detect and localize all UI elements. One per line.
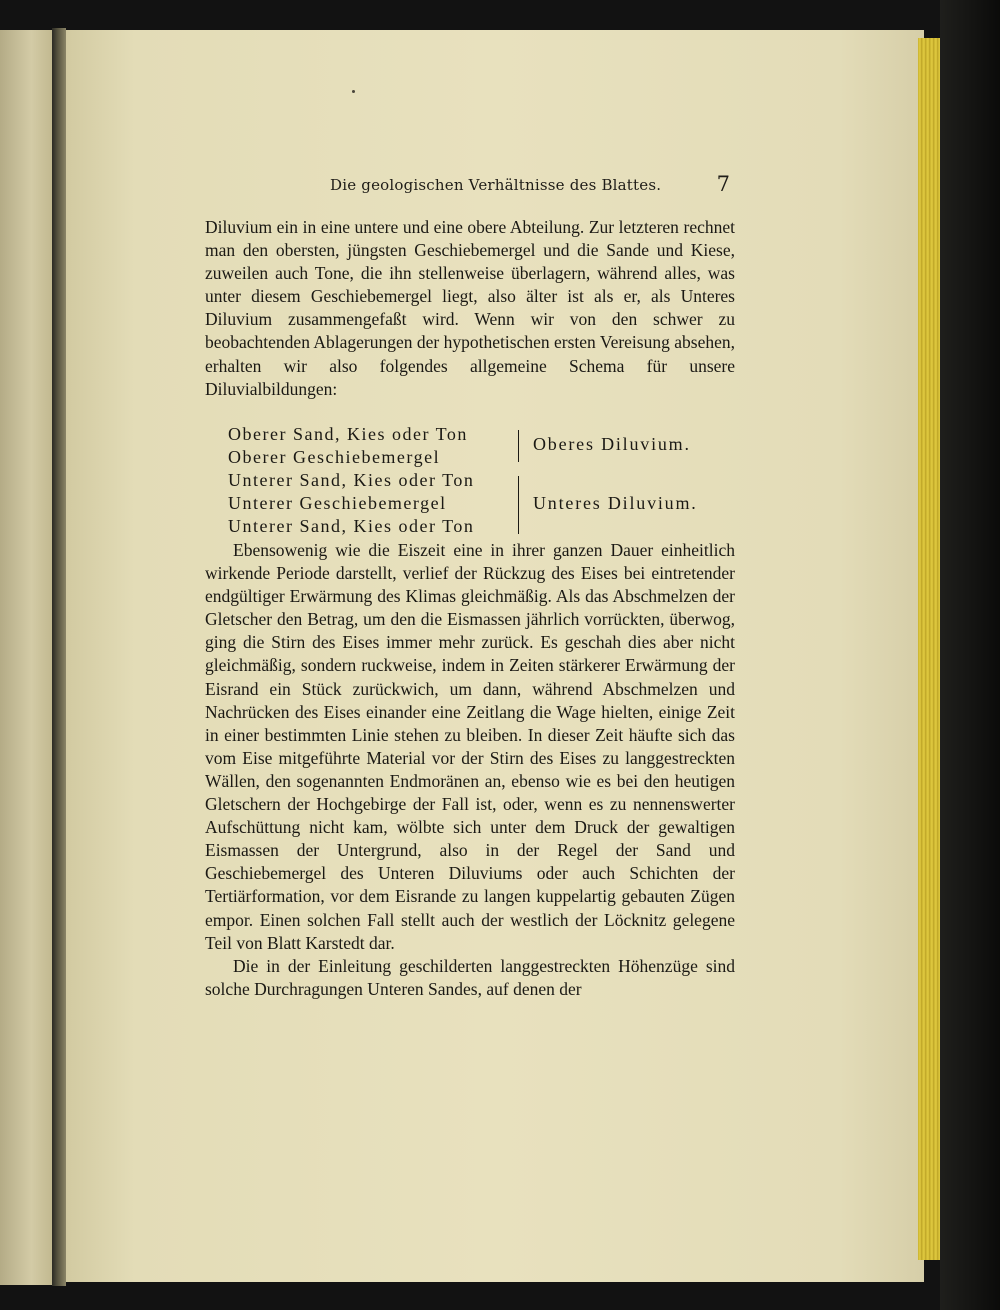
diluvium-schema bbox=[228, 424, 728, 540]
schema-row: Oberer Sand, Kies oder Ton bbox=[228, 424, 468, 444]
running-title: Die geologischen Verhältnisse des Blattes. bbox=[330, 176, 662, 194]
schema-row: Oberer Geschiebemergel bbox=[228, 447, 441, 467]
page-number: 7 bbox=[716, 172, 730, 196]
page-header bbox=[200, 172, 736, 200]
book-gutter bbox=[52, 28, 66, 1286]
paragraph-2: Ebensowenig wie die Eiszeit eine in ihrer ganzen Dauer einheitlich wirkende Periode darstellt, verlief der Rückzug des Eises bei eintretender endgültiger Erwärmung des Klimas gleichmäßig. Als das Abschmelzen der Gletscher den Betrag, um den die Eismassen jährlich vorrückten, überwog, ging die Stirn des Eises immer mehr zurück. Es geschah dies aber nicht gleichmäßig, sondern ruckweise, indem in Zeiten stärkerer Erwärmung der Eisrand ein Stück zurückwich, um dann, während Abschmelzen und Nachrücken des Eises einander eine Zeitlang die Wage hielten, einige Zeit in einer bestimmten Linie stehen zu bleiben. In dieser Zeit häufte sich das vom Eise mitgeführte Material vor der Stirn des Eises zu langgestreckten Wällen, den sogenannten Endmoränen an, ebenso wie es bei den heutigen Gletschern der Hochgebirge der Fall ist, oder, wenn es zu nennenswerter Aufschüttung nicht kam, wölbte sich unter dem Druck der gewaltigen Eismassen der Untergrund, also in der Regel der Sand und Geschiebemergel des Unteren Diluviums oder auch Schichten der Tertiärformation, vor dem Eisrande zu langen kuppelartig gebauten Zügen empor. Einen solchen Fall stellt auch der westlich der Löcknitz gelegene Teil von Blatt Karstedt dar. bbox=[205, 540, 735, 953]
paragraph-3: Die in der Einleitung geschilderten langgestreckten Höhenzüge sind solche Durchragungen Unteren Sandes, auf denen der bbox=[205, 955, 735, 999]
left-page-edge bbox=[0, 30, 52, 1285]
schema-row: Unterer Geschiebemergel bbox=[228, 493, 447, 513]
speck bbox=[352, 90, 355, 93]
book-cover bbox=[940, 0, 1000, 1310]
schema-row: Unterer Sand, Kies oder Ton bbox=[228, 470, 475, 490]
schema-label-lower: Unteres Diluvium. bbox=[533, 493, 698, 513]
brace-lower bbox=[514, 476, 519, 534]
gilt-page-edges bbox=[918, 38, 940, 1260]
schema-label-upper: Oberes Diluvium. bbox=[533, 434, 691, 454]
schema-row: Unterer Sand, Kies oder Ton bbox=[228, 516, 475, 536]
body-text-bottom bbox=[205, 539, 735, 1001]
paragraph-1: Diluvium ein in eine untere und eine obere Abteilung. Zur letzteren rechnet man den obersten, jüngsten Geschiebemergel und die Sande und Kiese, zuweilen auch Tone, die ihn stellenweise überlagern, während alles, was unter diesem Geschiebemergel liegt, also älter ist als er, als Unteres Diluvium zusammengefaßt wird. Wenn wir von den schwer zu beobachtenden Ablagerungen der hypothetischen ersten Vereisung absehen, erhalten wir also folgendes allgemeine Schema für unsere Diluvialbildungen: bbox=[205, 217, 735, 399]
brace-upper bbox=[514, 430, 519, 462]
body-text-top bbox=[205, 216, 735, 401]
